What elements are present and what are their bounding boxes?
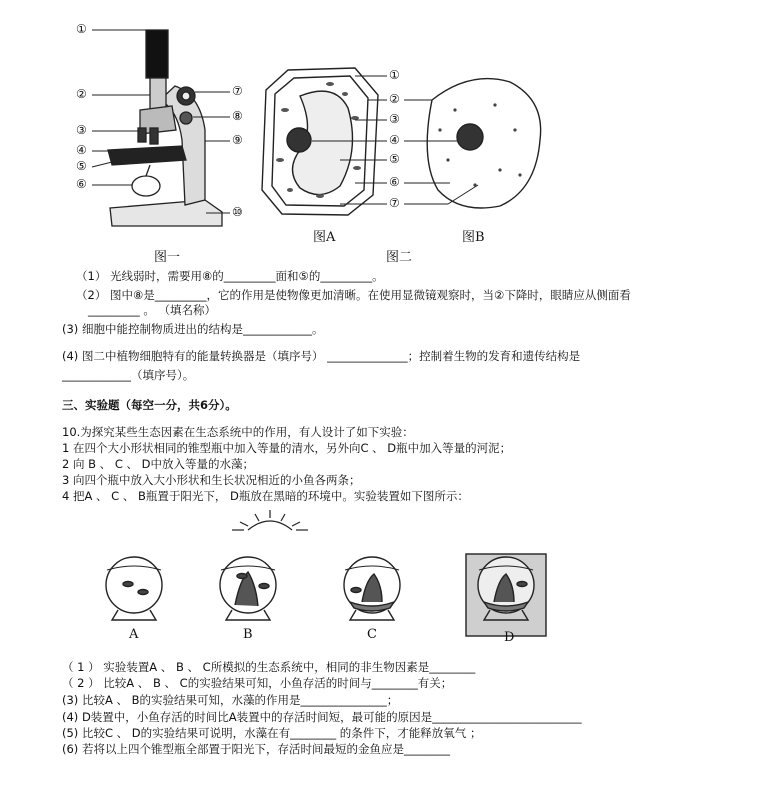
animal-cell-drawing — [427, 79, 540, 208]
jar-label-b: B — [243, 627, 253, 642]
cell-marker-5: ⑤ — [389, 152, 400, 166]
microscope-marker-9: ⑨ — [232, 133, 243, 147]
q10-step: 3 向四个瓶中放入大小形状和生长状况相近的小鱼各两条； — [62, 473, 361, 487]
microscope-drawing — [108, 30, 222, 226]
q10-subquestion: (4) D装置中，小鱼存活的时间比A装置中的存活时间短，最可能的原因是__________________________ — [62, 710, 582, 724]
cell-marker-3: ③ — [389, 112, 400, 126]
microscope-marker-2: ② — [76, 87, 87, 101]
q10-intro: 10.为探究某些生态因素在生态系统中的作用，有人设计了如下实验： — [62, 425, 414, 439]
question-line: ____________（填序号）。 — [62, 368, 195, 382]
q10-step: 2 向 B 、 C 、 D中放入等量的水藻； — [62, 457, 255, 471]
microscope-marker-6: ⑥ — [76, 177, 87, 191]
question-line: _________ 。 （填名称） — [88, 303, 217, 317]
question-line: （2） 图中⑧是_________，它的作用是使物像更加清晰。在使用显微镜观察时，当②下降时，眼睛应从侧面看 — [76, 288, 631, 302]
microscope-marker-7: ⑦ — [232, 84, 243, 98]
q10-subquestion: （ 2 ） 比较A 、 B 、 C的实验结果可知，小鱼存活的时间与________有关； — [62, 676, 453, 690]
microscope-marker-1: ① — [76, 22, 87, 36]
q10-subquestion: (3) 比较A 、 B的实验结果可知，水藻的作用是_______________； — [62, 693, 399, 707]
question-line: (4) 图二中植物细胞特有的能量转换器是（填序号） ______________；控制着生物的发育和遗传结构是 — [62, 349, 581, 363]
question-line: （1） 光线弱时，需要用⑧的_________面和⑤的_________。 — [76, 269, 384, 283]
jar-d — [466, 554, 546, 636]
section-title: 三、实验题（每空一分，共6分）。 — [62, 398, 237, 412]
q10-subquestion: (5) 比较C 、 D的实验结果可说明，水藻在有________ 的条件下，才能释放氧气 ； — [62, 726, 482, 740]
microscope-marker-4: ④ — [76, 143, 87, 157]
cell-marker-4: ④ — [389, 133, 400, 147]
figure-2-caption: 图二 — [386, 250, 413, 265]
jar-c — [344, 557, 400, 620]
figure-diagram-svg — [0, 0, 761, 270]
jar-label-d: D — [504, 630, 515, 645]
jar-label-a: A — [129, 627, 139, 642]
jar-a — [106, 557, 162, 620]
q10-subquestion: (6) 若将以上四个锥型瓶全部置于阳光下，存活时间最短的金鱼应是________ — [62, 742, 450, 756]
q10-subquestion: （ 1 ） 实验装置A 、 B 、 C所模拟的生态系统中，相同的非生物因素是________ — [62, 660, 476, 674]
q10-step: 4 把A 、 C 、 B瓶置于阳光下， D瓶放在黑暗的环境中。实验装置如下图所示： — [62, 489, 469, 503]
sun-icon — [232, 510, 308, 530]
figure-2b-label: 图B — [462, 230, 485, 245]
jar-b — [220, 557, 276, 620]
cell-marker-6: ⑥ — [389, 175, 400, 189]
figure-1-caption: 图一 — [154, 250, 181, 265]
cell-marker-7: ⑦ — [389, 196, 400, 210]
experiment-diagram-svg — [0, 510, 761, 660]
q10-step: 1 在四个大小形状相同的锥型瓶中加入等量的清水，另外向C 、 D瓶中加入等量的河泥； — [62, 441, 512, 455]
microscope-marker-10: ⑩ — [232, 205, 243, 219]
cell-marker-1: ① — [389, 68, 400, 82]
microscope-marker-5: ⑤ — [76, 159, 87, 173]
microscope-marker-8: ⑧ — [232, 109, 243, 123]
figure-2a-label: 图A — [313, 230, 336, 245]
microscope-marker-3: ③ — [76, 123, 87, 137]
jar-label-c: C — [367, 627, 377, 642]
cell-marker-2: ② — [389, 92, 400, 106]
question-line: (3) 细胞中能控制物质进出的结构是____________。 — [62, 322, 324, 336]
